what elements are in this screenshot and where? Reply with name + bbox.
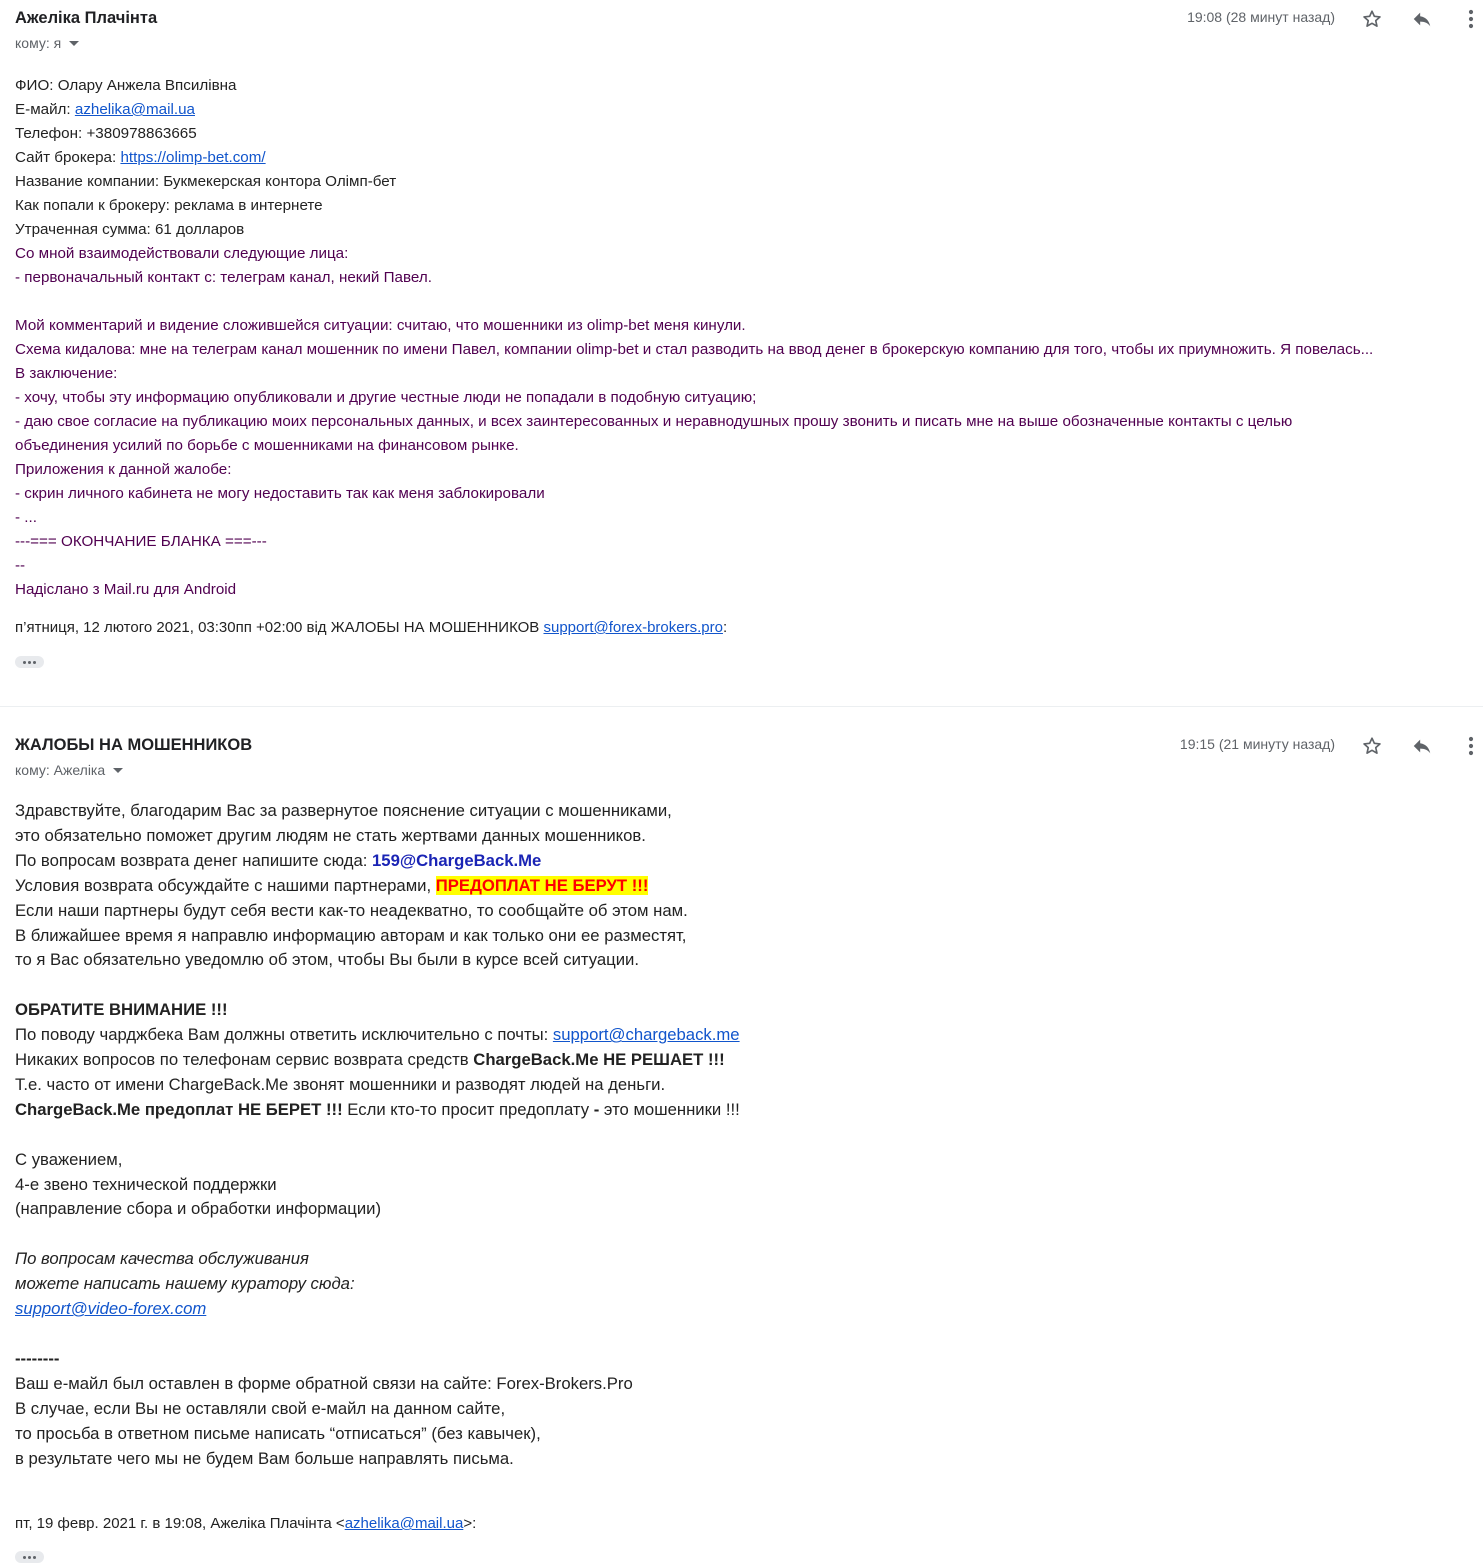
quoted-email-link[interactable]: azhelika@mail.ua — [344, 1515, 464, 1532]
line-site — [15, 146, 1373, 170]
chevron-down-icon — [69, 41, 79, 46]
quoted-suffix: : — [722, 619, 728, 636]
quoted-email-link[interactable]: support@forex-brokers.pro — [543, 619, 723, 636]
more-vert-icon — [1468, 9, 1474, 29]
more-options-button[interactable] — [1459, 733, 1483, 759]
line-quality-1: По вопросам качества обслуживания — [15, 1249, 309, 1269]
line-want: - хочу, чтобы эту информацию опубликовали и другие честные люди не попадали в подобную ситуацию; — [15, 389, 757, 406]
email-link[interactable]: azhelika@mail.ua — [74, 101, 195, 118]
line-quality-2: можете написать нашему куратору сюда: — [15, 1274, 355, 1294]
line-ellipsis: - ... — [15, 509, 37, 526]
ellipsis-icon — [23, 661, 26, 664]
line-regards: С уважением, — [15, 1149, 123, 1169]
line-attention: ОБРАТИТЕ ВНИМАНИЕ !!! — [15, 1000, 228, 1020]
line-sent-from: Надіслано з Mail.ru для Android — [15, 581, 237, 598]
no-prepay-highlight: ПРЕДОПЛАТ НЕ БЕРУТ !!! — [435, 875, 649, 895]
quoted-prefix: пт, 19 февр. 2021 г. в 19:08, Ажеліка Плачінта < — [15, 1515, 345, 1532]
email-message-1 — [0, 0, 1483, 706]
line-email — [15, 98, 1373, 122]
line-company: Название компании: Букмекерская контора Олімп-бет — [15, 173, 397, 190]
line-terms — [15, 874, 740, 899]
show-trimmed-button[interactable] — [15, 656, 44, 668]
line-hello: Здравствуйте, благодарим Вас за развернутое пояснение ситуации с мошенниками, — [15, 801, 672, 820]
no-prepay-dash: - — [593, 1099, 600, 1119]
star-icon — [1361, 735, 1383, 757]
line-conclusion: В заключение: — [15, 365, 118, 382]
line-consent-1: - даю свое согласие на публикацию моих персональных данных, и всех заинтересованных и неравнодушных прошу звонить и писать мне на выше обозначенные контакты с целью — [15, 413, 1293, 430]
chargeback-label: По поводу чарджбека Вам должны ответить исключительно с почты: — [15, 1025, 553, 1045]
message-time: 19:15 (21 минуту назад) — [1179, 736, 1335, 752]
more-vert-icon — [1468, 736, 1474, 756]
line-unsubscribe: то просьба в ответном письме написать “отписаться” (без кавычек), — [15, 1423, 541, 1443]
recipient-label: кому: Ажеліка — [15, 762, 106, 778]
star-button[interactable] — [1359, 6, 1385, 32]
reply-button[interactable] — [1409, 6, 1435, 32]
line-chargeback — [15, 1023, 740, 1048]
reply-icon — [1411, 735, 1433, 757]
refund-label: По вопросам возврата денег напишите сюда: — [15, 850, 373, 870]
line-often: Т.е. часто от имени ChargeBack.Me звонят мошенники и разводят людей на деньги. — [15, 1074, 666, 1094]
star-icon — [1361, 8, 1383, 30]
sender-name[interactable]: Ажеліка Плачінта — [15, 9, 158, 27]
line-left-email: Ваш е-майл был оставлен в форме обратной связи на сайте: Forex-Brokers.Pro — [15, 1373, 633, 1393]
line-lost: Утраченная сумма: 61 долларов — [15, 221, 245, 238]
ellipsis-icon — [23, 1556, 26, 1559]
line-first-contact: - первоначальный контакт с: телеграм канал, некий Павел. — [15, 269, 432, 286]
line-scheme: Схема кидалова: мне на телеграм канал мошенник по имени Павел, компании olimp-bet и стал разводить на ввод денег в брокерскую компанию для того, чтобы их приумножить. Я повелась... — [15, 341, 1374, 358]
email-message-2 — [0, 706, 1483, 1566]
line-if-not: В случае, если Вы не оставляли свой е-майл на данном сайте, — [15, 1398, 506, 1418]
phone-questions-text: Никаких вопросов по телефонам сервис возврата средств — [15, 1050, 474, 1070]
line-phone: Телефон: +380978863665 — [15, 125, 197, 142]
line-dept: (направление сбора и обработки информации) — [15, 1199, 382, 1219]
line-end-form: ---=== ОКОНЧАНИЕ БЛАНКА ===--- — [15, 533, 267, 550]
message-body — [15, 799, 740, 1471]
recipient-toggle[interactable] — [15, 35, 79, 51]
line-quality-link — [15, 1297, 740, 1322]
quoted-prefix: п’ятниця, 12 лютого 2021, 03:30пп +02:00 від ЖАЛОБЫ НА МОШЕННИКОВ — [15, 619, 544, 636]
chargeback-email-link[interactable]: support@chargeback.me — [552, 1025, 740, 1045]
show-trimmed-button[interactable] — [15, 1551, 44, 1563]
site-label: Сайт брокера: — [15, 149, 121, 166]
star-button[interactable] — [1359, 733, 1385, 759]
no-prepay-bold: ChargeBack.Me предоплат НЕ БЕРЕТ !!! — [15, 1099, 343, 1119]
quoted-suffix: >: — [463, 1515, 477, 1532]
line-fio: ФИО: Олару Анжела Впсилівна — [15, 77, 237, 94]
line-partners: Если наши партнеры будут себя вести как-то неадекватно, то сообщайте об этом нам. — [15, 900, 688, 920]
curator-email-link[interactable]: support@video-forex.com — [15, 1299, 207, 1319]
quoted-header — [15, 1515, 476, 1532]
refund-email[interactable]: 159@ChargeBack.Me — [372, 850, 542, 870]
line-separator: -------- — [15, 1348, 60, 1368]
line-comment: Мой комментарий и видение сложившейся ситуации: считаю, что мошенники из olimp-bet меня кинули. — [15, 317, 746, 334]
line-notify: то я Вас обязательно уведомлю об этом, чтобы Вы были в курсе всей ситуации. — [15, 950, 640, 970]
line-refund — [15, 849, 740, 874]
recipient-toggle[interactable] — [15, 762, 123, 778]
not-resolve-bold: ChargeBack.Me НЕ РЕШАЕТ !!! — [473, 1050, 725, 1070]
line-how: Как попали к брокеру: реклама в интернете — [15, 197, 323, 214]
chevron-down-icon — [113, 768, 123, 773]
line-consent-2: объединения усилий по борьбе с мошенниками на финансовом рынке. — [15, 437, 519, 454]
sender-name[interactable]: ЖАЛОБЫ НА МОШЕННИКОВ — [15, 736, 253, 754]
line-phone-questions — [15, 1048, 740, 1073]
line-sig-sep: -- — [15, 557, 26, 574]
line-help: это обязательно поможет другим людям не стать жертвами данных мошенников. — [15, 825, 646, 845]
line-no-prepay — [15, 1098, 740, 1123]
reply-icon — [1411, 8, 1433, 30]
line-attachments: Приложения к данной жалобе: — [15, 461, 232, 478]
no-prepay-text: Если кто-то просит предоплату — [342, 1099, 594, 1119]
site-link[interactable]: https://olimp-bet.com/ — [120, 149, 266, 166]
line-result: в результате чего мы не будем Вам больше направлять письма. — [15, 1448, 514, 1468]
email-label: E-майл: — [15, 101, 75, 118]
more-options-button[interactable] — [1459, 6, 1483, 32]
quoted-header — [15, 619, 727, 636]
message-time: 19:08 (28 минут назад) — [1187, 9, 1335, 25]
line-screen: - скрин личного кабинета не могу недоставить так как меня заблокировали — [15, 485, 545, 502]
line-tier: 4-е звено технической поддержки — [15, 1174, 277, 1194]
terms-label: Условия возврата обсуждайте с нашими партнерами, — [15, 875, 436, 895]
line-persons: Со мной взаимодействовали следующие лица: — [15, 245, 349, 262]
no-prepay-end: это мошенники !!! — [599, 1099, 740, 1119]
line-soon: В ближайшее время я направлю информацию авторам и как только они ее разместят, — [15, 925, 687, 945]
message-body — [15, 74, 1373, 602]
recipient-label: кому: я — [15, 35, 62, 51]
reply-button[interactable] — [1409, 733, 1435, 759]
